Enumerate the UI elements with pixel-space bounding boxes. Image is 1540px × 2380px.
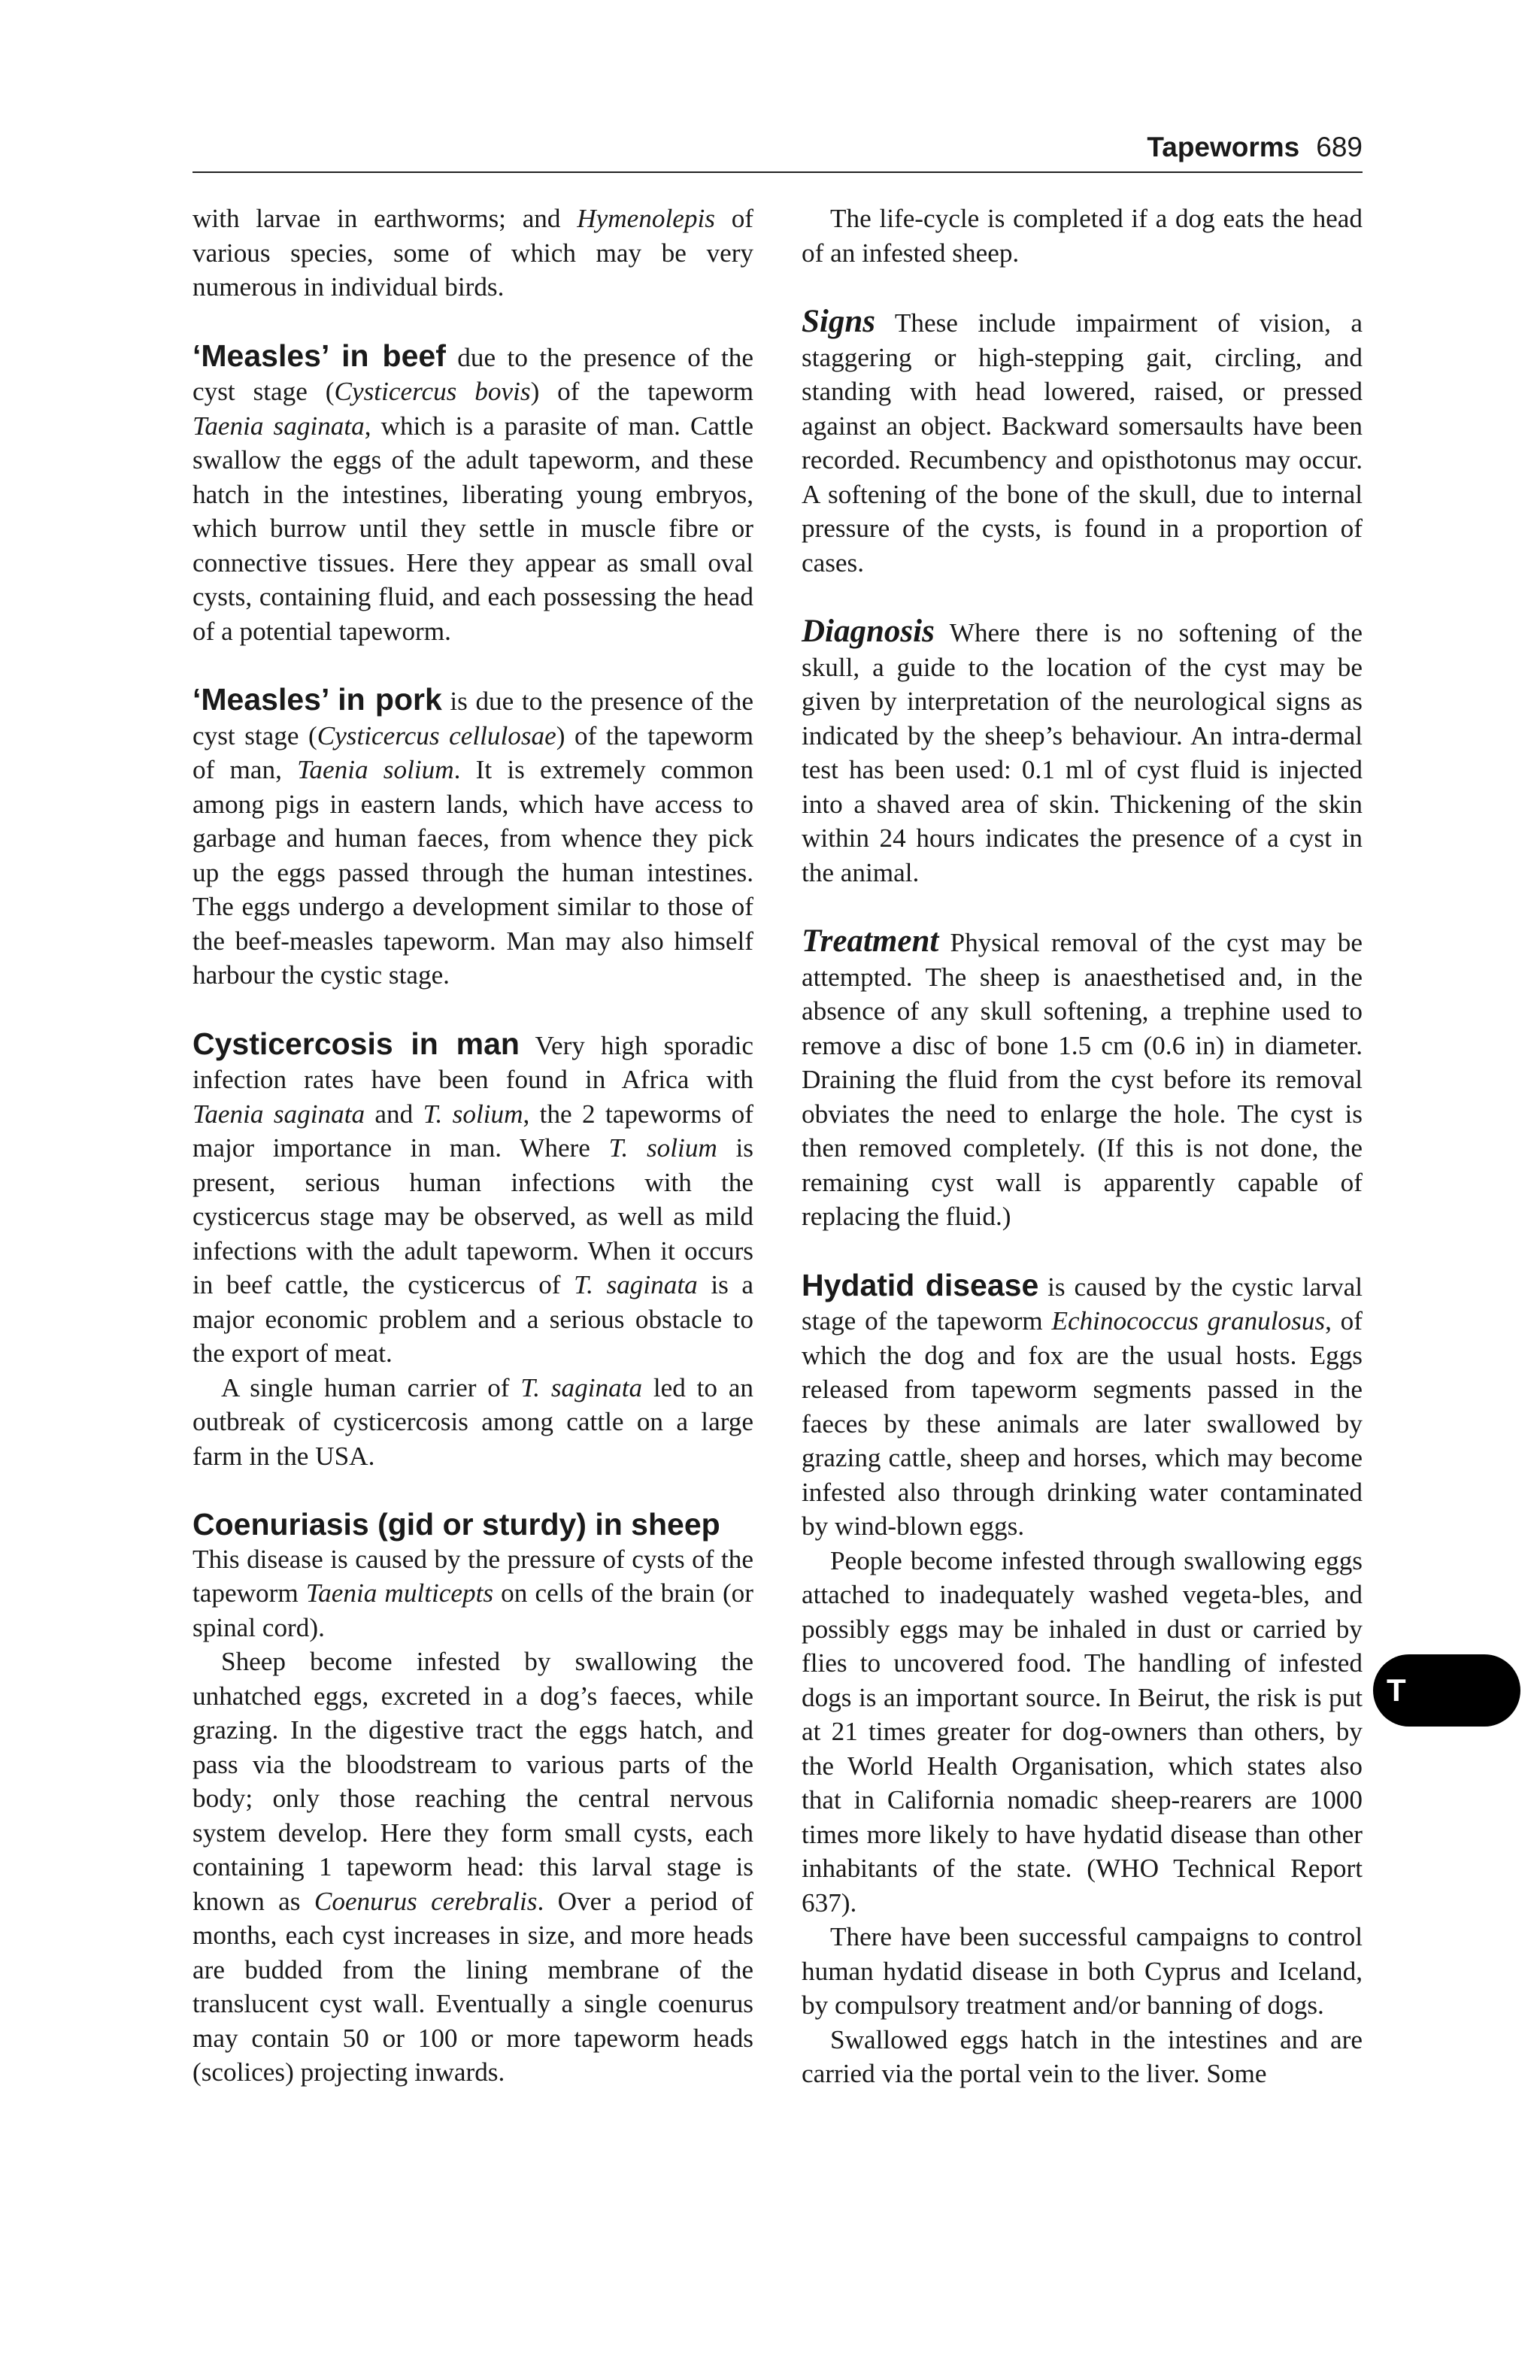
hydatid-body: is caused by the cystic larval stage of the tapeworm Echinococcus granulosus, of which the dog and fox are the usual hosts. Eggs released from tapeworm segments passed in the faeces by these animals are later swallowed by grazing cattle, sheep and horses, which may become infested also through drinking water contaminated by wind-blown eggs. (802, 1272, 1363, 1541)
coenuriasis-body: This disease is caused by the pressure of cysts of the tapeworm Taenia multicepts on cells of the brain (or spinal cord). (192, 1544, 753, 1642)
heading-cysticercosis: Cysticercosis in man (192, 1026, 520, 1061)
section-hydatid (802, 1269, 1363, 1544)
heading-measles-beef: ‘Measles’ in beef (192, 338, 446, 373)
section-measles-beef (192, 339, 753, 649)
heading-diagnosis: Diagnosis (802, 614, 935, 649)
right-column (802, 202, 1363, 2091)
treatment-body: Physical removal of the cyst may be attempted. The sheep is anaesthetised and, in the absence of any skull softening, a trephine used to remove a disc of bone 1.5 cm (0.6 in) in diameter. Draining the fluid from the cyst before its removal obviates the need to enlarge the hole. The cyst is then removed completely. (If this is not done, the remaining cyst wall is apparently capable of replacing the fluid.) (802, 928, 1363, 1231)
section-coenuriasis (192, 1508, 753, 1645)
paragraph-life-cycle: The life-cycle is completed if a dog eats the head of an infested sheep. (802, 204, 1363, 268)
section-treatment (802, 924, 1363, 1234)
left-column (192, 202, 753, 2090)
signs-body: These include impairment of vision, a staggering or high-stepping gait, circling, and standing with head lowered, raised, or pressed against an object. Backward somersaults have been recorded. Recumbency and opisthotonus may occur. A softening of the bone of the skull, due to internal pressure of the cysts, is found in a proportion of cases. (802, 308, 1363, 578)
heading-treatment: Treatment (802, 923, 939, 959)
heading-signs: Signs (802, 304, 876, 339)
section-signs (802, 305, 1363, 580)
paragraph-continued: with larvae in earthworms; and Hymenolepis of various species, some of which may be very numerous in individual birds. (192, 204, 753, 302)
measles-pork-body: is due to the presence of the cyst stage (Cysticercus cellulosae) of the tapeworm of man, Taenia solium. It is extremely common among pigs in eastern lands, which have access to garbage and human faeces, from whence they pick up the eggs passed through the human intestines. The eggs undergo a development similar to those of the beef-measles tapeworm. Man may also himself harbour the cystic stage. (192, 687, 753, 990)
diagnosis-body: Where there is no softening of the skull, a guide to the location of the cyst may be given by interpretation of the neurological signs as indicated by the sheep’s behaviour. An intra-dermal test has been used: 0.1 ml of cyst fluid is injected into a shaved area of skin. Thickening of the skin within 24 hours indicates the presence of a cyst in the animal. (802, 618, 1363, 887)
measles-beef-body: due to the presence of the cyst stage (Cysticercus bovis) of the tapeworm Taenia saginata, which is a parasite of man. Cattle swallow the eggs of the adult tapeworm, and these hatch in the intestines, liberating young embryos, which burrow until they settle in muscle fibre or connective tissues. Here they appear as small oval cysts, containing fluid, and each possessing the head of a potential tapeworm. (192, 342, 753, 646)
running-head-title: Tapeworms (1147, 132, 1300, 162)
heading-hydatid: Hydatid disease (802, 1267, 1039, 1302)
thumb-index-tab (1373, 1654, 1520, 1727)
hydatid-paragraph-4: Swallowed eggs hatch in the intestines and are carried via the portal vein to the liver. Some (802, 2024, 1363, 2088)
section-measles-pork (192, 683, 753, 993)
thumb-index-letter: T (1387, 1672, 1406, 1708)
page-number: 689 (1316, 132, 1363, 162)
heading-coenuriasis: Coenuriasis (gid or sturdy) in sheep (192, 1507, 720, 1542)
cysticercosis-paragraph-2: A single human carrier of T. saginata led to an outbreak of cysticercosis among cattle on a large farm in the USA. (192, 1372, 754, 1471)
header-rule (192, 171, 1363, 173)
hydatid-paragraph-2: People become infested through swallowing eggs attached to inadequately washed vegeta-bles, and possibly eggs may be inhaled in dust or carried by flies to uncovered food. The handling of infested dogs is an important source. In Beirut, the risk is put at 21 times greater for dog-owners than others, by the World Health Organisation, which states also that in California nomadic sheep-rearers are 1000 times more likely to have hydatid disease than other inhabitants of the state. (WHO Technical Report 637). (802, 1545, 1363, 1918)
running-head (192, 126, 1363, 168)
hydatid-paragraph-3: There have been successful campaigns to control human hydatid disease in both Cyprus and Iceland, by compulsory treatment and/or banning of dogs. (802, 1922, 1363, 2020)
heading-measles-pork: ‘Measles’ in pork (192, 682, 442, 717)
cysticercosis-body: Very high sporadic infection rates have been found in Africa with Taenia saginata and T. solium, the 2 tapeworms of major importance in man. Where T. solium is present, serious human infections with the cysticercus stage may be observed, as well as mild infections with the adult tapeworm. When it occurs in beef cattle, the cysticercus of T. saginata is a major economic problem and a serious obstacle to the export of meat. (192, 1030, 754, 1368)
coenuriasis-paragraph-2: Sheep become infested by swallowing the unhatched eggs, excreted in a dog’s faeces, while grazing. In the digestive tract the eggs hatch, and pass via the bloodstream to various parts of the body; only those reaching the central nervous system develop. Here they form small cysts, each containing 1 tapeworm head: this larval stage is known as Coenurus cerebralis. Over a period of months, each cyst increases in size, and more heads are budded from the lining membrane of the translucent cyst wall. Eventually a single coenurus may contain 50 or 100 or more tapeworm heads (scolices) projecting inwards. (192, 1647, 753, 2087)
section-diagnosis (802, 614, 1363, 890)
section-cysticercosis (192, 1027, 753, 1371)
